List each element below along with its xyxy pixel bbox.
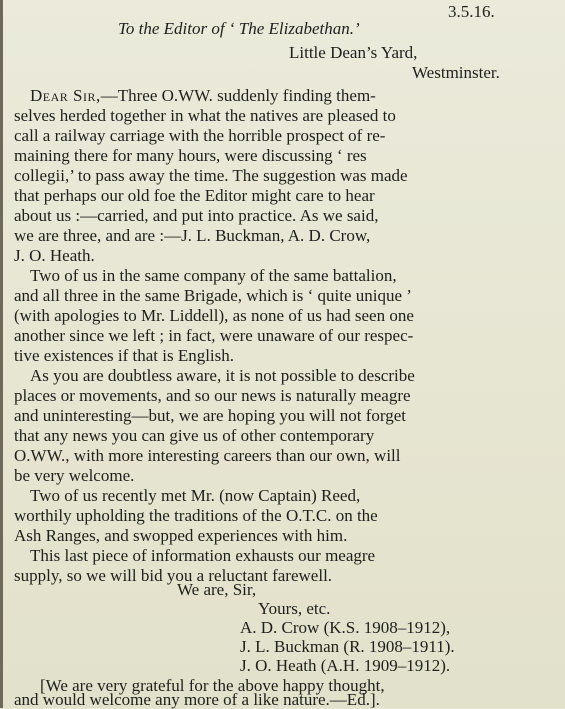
editor-note-line-1: [We are very grateful for the above happy thought, [40, 676, 385, 695]
paragraph-3-line-2: places or movements, and so our news is naturally meagre [14, 386, 411, 405]
paragraph-4-line-3: Ash Ranges, and swopped experiences with him. [14, 526, 348, 545]
paragraph-3-line-5: O.WW., with more interesting careers than our own, will [14, 446, 401, 465]
paragraph-1-line-7: about us :—carried, and put into practice. As we said, [14, 206, 379, 225]
paragraph-3-line-3: and uninteresting—but, we are hoping you will not forget [14, 406, 407, 425]
address-line-1: Little Dean’s Yard, [289, 43, 418, 62]
closing-line-2: Yours, etc. [258, 599, 331, 618]
signature-heath: J. O. Heath (A.H. 1909–1912). [240, 656, 451, 675]
paragraph-1-line-2: selves herded together in what the natives are pleased to [14, 106, 396, 125]
paragraph-1-line-9: J. O. Heath. [14, 246, 95, 265]
signature-crow: A. D. Crow (K.S. 1908–1912), [240, 618, 451, 637]
paragraph-2-line-2: and all three in the same Brigade, which is ‘ quite unique ’ [14, 286, 412, 305]
paragraph-5-line-1: This last piece of information exhausts our meagre [30, 546, 376, 565]
paragraph-1-line-1: Dear Sir,—Three O.WW. suddenly finding them- [30, 86, 376, 105]
paragraph-3-line-4: that any news you can give us of other contemporary [14, 426, 375, 445]
paragraph-1-line-4: maining there for many hours, were discussing ‘ res [14, 146, 367, 165]
address-line-2: Westminster. [412, 63, 500, 82]
greeting: Dear Sir, [30, 86, 101, 105]
paragraph-5-line-2: supply, so we will bid you a reluctant farewell. [14, 566, 333, 585]
editor-note-line-2: and would welcome any more of a like nature.—Ed.]. [14, 690, 380, 709]
paragraph-2-line-1: Two of us in the same company of the same battalion, [30, 266, 397, 285]
left-border [0, 0, 3, 708]
paragraph-2-line-3: (with apologies to Mr. Liddell), as none of us had seen one [14, 306, 414, 325]
paragraph-3-line-1: As you are doubtless aware, it is not possible to describe [30, 366, 415, 385]
paragraph-1-line-8: we are three, and are :—J. L. Buckman, A. D. Crow, [14, 226, 371, 245]
paragraph-1-line-5: collegii,’ to pass away the time. The suggestion was made [14, 166, 408, 185]
paragraph-3-line-6: be very welcome. [14, 466, 135, 485]
date: 3.5.16. [448, 2, 495, 21]
paragraph-4-line-1: Two of us recently met Mr. (now Captain) Reed, [30, 486, 361, 505]
paragraph-4-line-2: worthily upholding the traditions of the O.T.C. on the [14, 506, 378, 525]
paragraph-2-line-4: another since we left ; in fact, were unaware of our respec- [14, 326, 414, 345]
signature-buckman: J. L. Buckman (R. 1908–1911). [240, 637, 455, 656]
closing-line-1: We are, Sir, [177, 580, 257, 599]
heading: To the Editor of ‘ The Elizabethan.’ [118, 19, 360, 38]
paragraph-1-line-3: call a railway carriage with the horrible prospect of re- [14, 126, 386, 145]
paragraph-2-line-5: tive existences if that is English. [14, 346, 235, 365]
paragraph-1-line-6: that perhaps our old foe the Editor might care to hear [14, 186, 375, 205]
